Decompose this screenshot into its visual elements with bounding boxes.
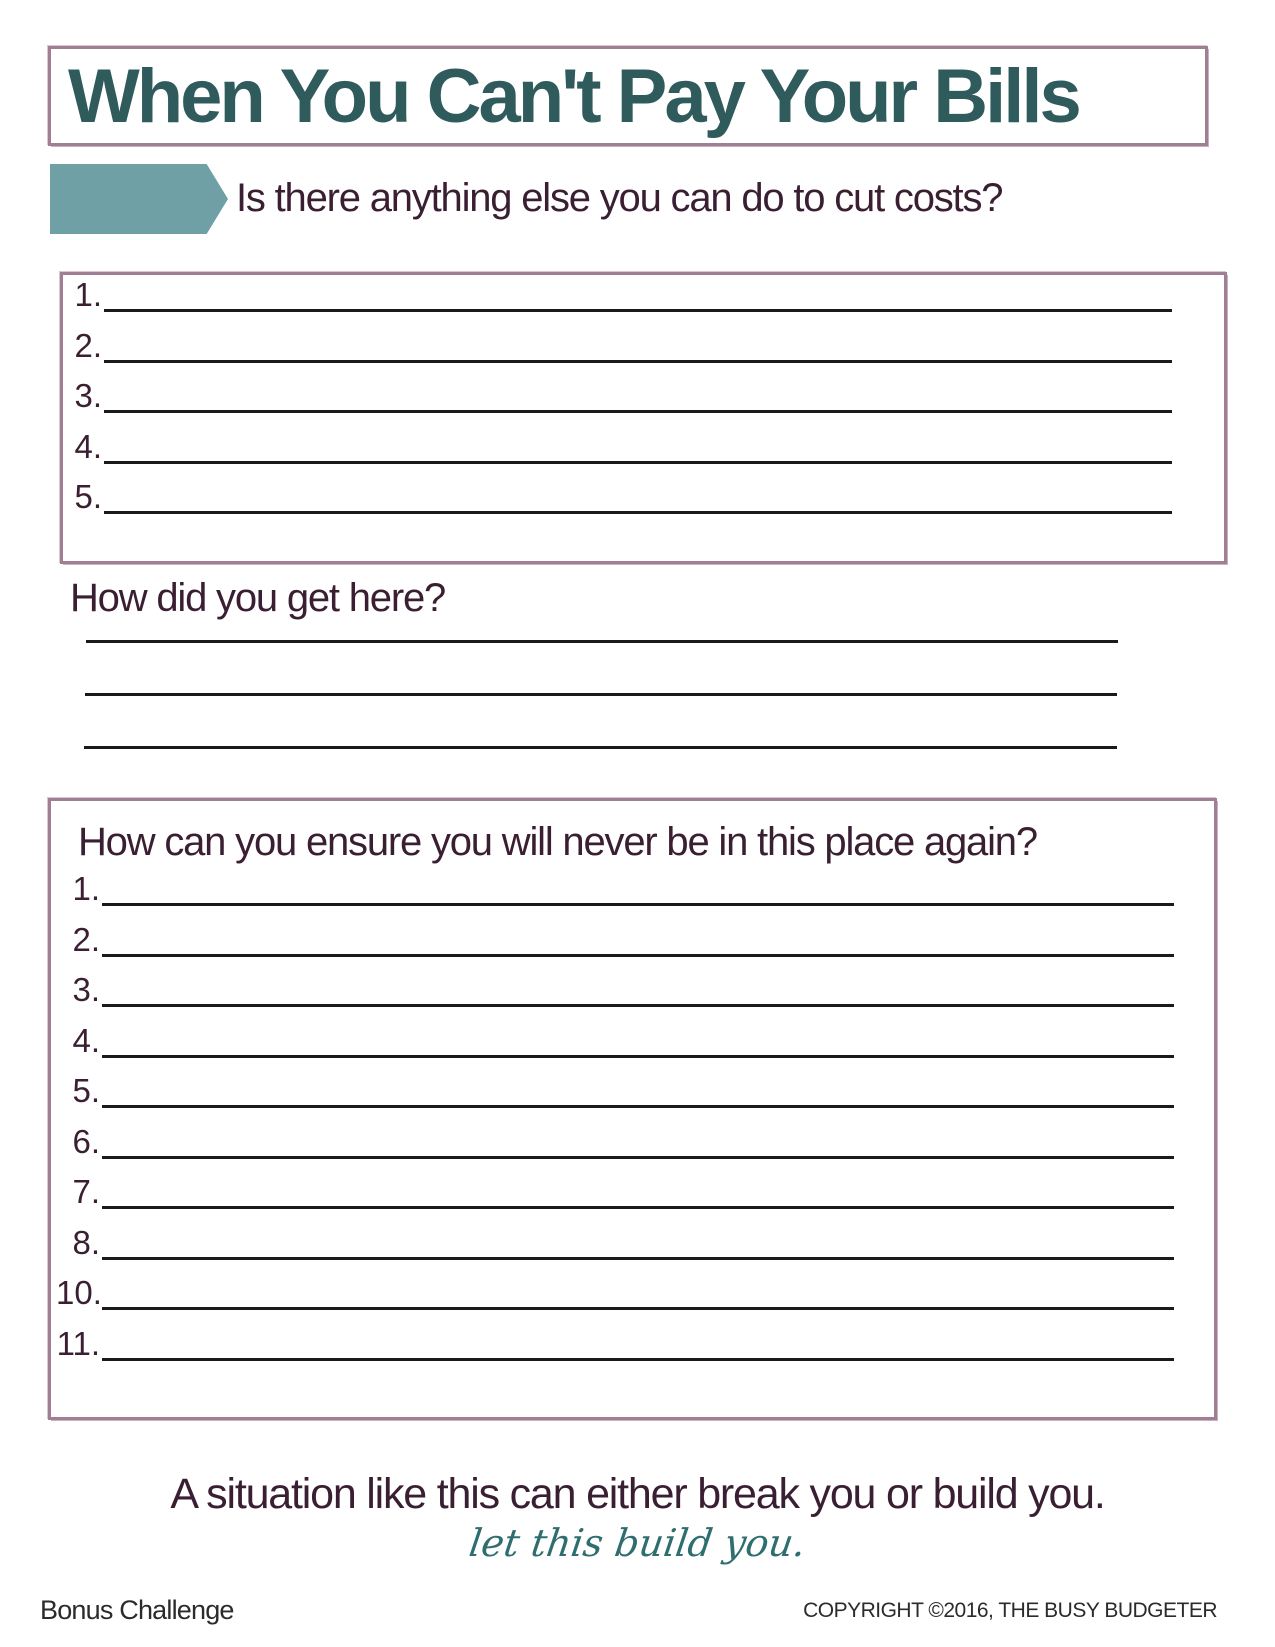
answer-line[interactable] — [102, 1206, 1174, 1209]
line-number: 4. — [72, 1021, 100, 1059]
closing-quote: A situation like this can either break you or build you. — [170, 1470, 1105, 1518]
numbered-line[interactable] — [58, 476, 1172, 520]
line-number: 7. — [72, 1173, 100, 1210]
numbered-line[interactable] — [56, 1070, 1174, 1114]
numbered-line[interactable] — [58, 325, 1172, 369]
numbered-line[interactable] — [58, 375, 1172, 419]
numbered-line[interactable] — [56, 969, 1174, 1013]
question-cut-costs: Is there anything else you can do to cut costs? — [236, 176, 1003, 220]
numbered-line[interactable] — [56, 1272, 1174, 1316]
page-title: When You Can't Pay Your Bills — [68, 54, 1079, 139]
copyright-notice: COPYRIGHT ©2016, THE BUSY BUDGETER — [803, 1599, 1217, 1622]
line-number: 3. — [74, 377, 102, 414]
line-number: 5. — [72, 1072, 100, 1109]
numbered-line[interactable] — [56, 1222, 1174, 1266]
answer-line[interactable] — [104, 360, 1172, 363]
answer-line[interactable] — [104, 309, 1172, 312]
numbered-line[interactable] — [56, 868, 1174, 912]
numbered-line[interactable] — [56, 1171, 1174, 1215]
line-number: 2. — [74, 326, 102, 364]
line-number: 10. — [56, 1274, 102, 1311]
line-number: 5. — [74, 478, 102, 515]
answer-line[interactable] — [102, 954, 1174, 957]
arrow-banner — [50, 164, 228, 234]
answer-line[interactable] — [104, 410, 1172, 413]
line-number: 3. — [72, 971, 100, 1008]
numbered-line[interactable] — [58, 274, 1172, 318]
answer-line[interactable] — [104, 461, 1172, 464]
numbered-line[interactable] — [58, 426, 1172, 470]
answer-line[interactable] — [102, 903, 1174, 906]
numbered-line[interactable] — [56, 1020, 1174, 1064]
answer-line[interactable] — [86, 640, 1118, 643]
line-number: 6. — [72, 1122, 100, 1160]
question-how-got-here: How did you get here? — [70, 576, 446, 620]
answer-line[interactable] — [102, 1307, 1174, 1310]
answer-line[interactable] — [102, 1105, 1174, 1108]
tagline: let this build you. — [466, 1521, 809, 1565]
answer-line[interactable] — [102, 1257, 1174, 1260]
answer-line[interactable] — [104, 511, 1172, 514]
answer-line[interactable] — [102, 1004, 1174, 1007]
line-number: 11. — [56, 1324, 100, 1362]
line-number: 8. — [72, 1223, 100, 1261]
line-number: 1. — [74, 276, 102, 313]
numbered-line[interactable] — [56, 919, 1174, 963]
line-number: 1. — [72, 870, 100, 907]
numbered-line[interactable] — [56, 1323, 1174, 1367]
answer-line[interactable] — [84, 746, 1117, 749]
answer-line[interactable] — [85, 693, 1117, 696]
numbered-line[interactable] — [56, 1121, 1174, 1165]
line-number: 2. — [72, 920, 100, 958]
answer-line[interactable] — [102, 1358, 1174, 1361]
answer-line[interactable] — [102, 1156, 1174, 1159]
answer-line[interactable] — [102, 1055, 1174, 1058]
line-number: 4. — [74, 427, 102, 465]
bonus-challenge-label: Bonus Challenge — [40, 1595, 234, 1625]
question-never-again: How can you ensure you will never be in this place again? — [78, 820, 1037, 864]
